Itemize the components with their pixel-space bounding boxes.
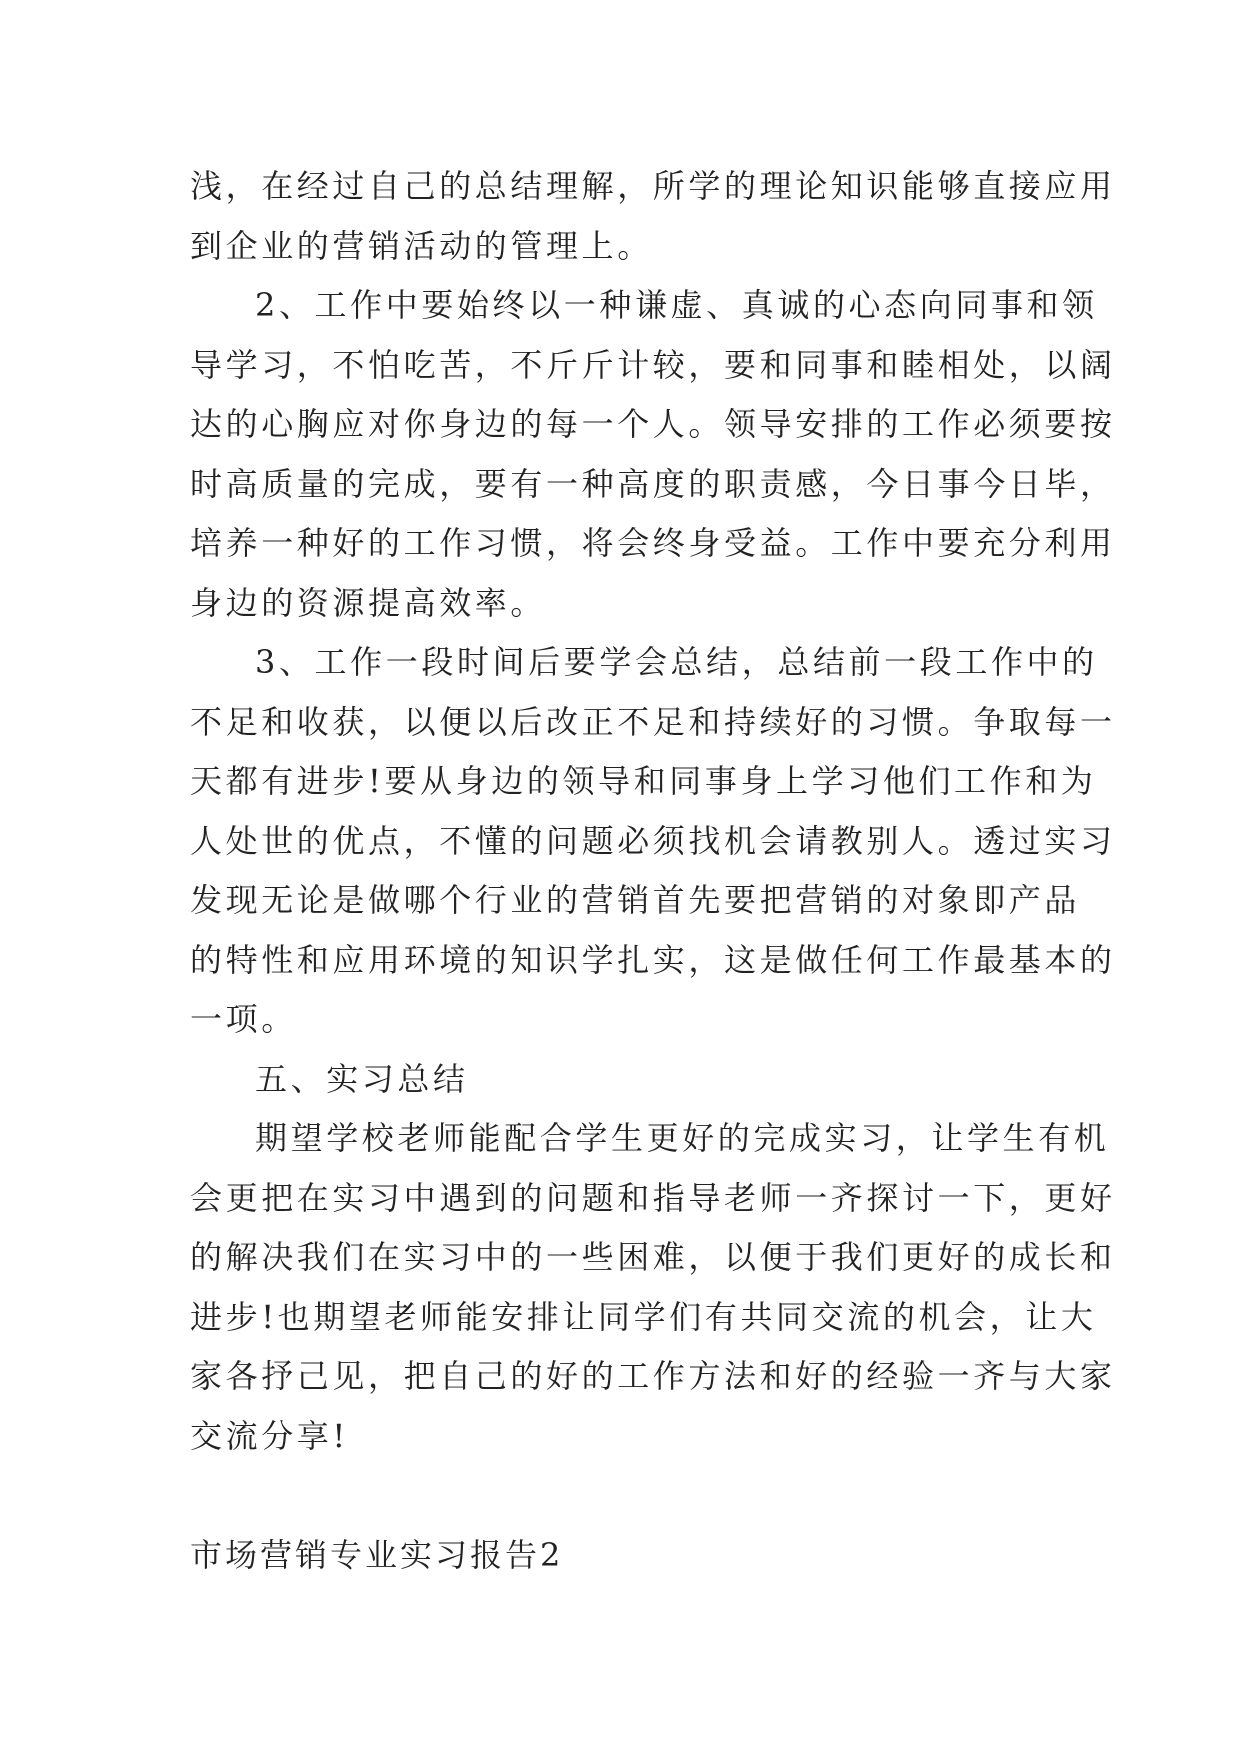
paragraph-line: 时高质量的完成，要有一种高度的职责感，今日事今日毕， (190, 465, 1116, 503)
paragraph-line: 达的心胸应对你身边的每一个人。领导安排的工作必须要按 (190, 405, 1116, 443)
paragraph-line: 天都有进步!要从身边的领导和同事身上学习他们工作和为 (190, 762, 1097, 800)
paragraph-line: 家各抒己见，把自己的好的工作方法和好的经验一齐与大家 (190, 1357, 1116, 1395)
paragraph-line: 交流分享! (190, 1417, 349, 1455)
paragraph-line: 不足和收获，以便以后改正不足和持续好的习惯。争取每一 (190, 703, 1116, 741)
next-report-title: 市场营销专业实习报告2 (190, 1536, 564, 1574)
list-item-3-line: 3、工作一段时间后要学会总结，总结前一段工作中的 (255, 643, 1098, 681)
paragraph-line: 的解决我们在实习中的一些困难，以便于我们更好的成长和 (190, 1238, 1116, 1276)
paragraph-line: 人处世的优点，不懂的问题必须找机会请教别人。透过实习 (190, 822, 1116, 860)
paragraph-line: 身边的资源提高效率。 (190, 584, 547, 622)
paragraph-line: 到企业的营销活动的管理上。 (190, 227, 653, 265)
paragraph-line: 一项。 (190, 1000, 297, 1038)
paragraph-line: 浅，在经过自己的总结理解，所学的理论知识能够直接应用 (190, 167, 1116, 205)
paragraph-line: 会更把在实习中遇到的问题和指导老师一齐探讨一下，更好 (190, 1179, 1116, 1217)
list-item-2-line: 2、工作中要始终以一种谦虚、真诚的心态向同事和领 (255, 286, 1098, 324)
paragraph-line: 的特性和应用环境的知识学扎实，这是做任何工作最基本的 (190, 941, 1116, 979)
paragraph-line: 培养一种好的工作习惯，将会终身受益。工作中要充分利用 (190, 524, 1116, 562)
section-heading: 五、实习总结 (255, 1060, 469, 1098)
paragraph-line: 期望学校老师能配合学生更好的完成实习，让学生有机 (255, 1119, 1110, 1157)
paragraph-line: 进步!也期望老师能安排让同学们有共同交流的机会，让大 (190, 1298, 1097, 1336)
paragraph-line: 发现无论是做哪个行业的营销首先要把营销的对象即产品 (190, 881, 1081, 919)
paragraph-line: 导学习，不怕吃苦，不斤斤计较，要和同事和睦相处，以阔 (190, 346, 1116, 384)
